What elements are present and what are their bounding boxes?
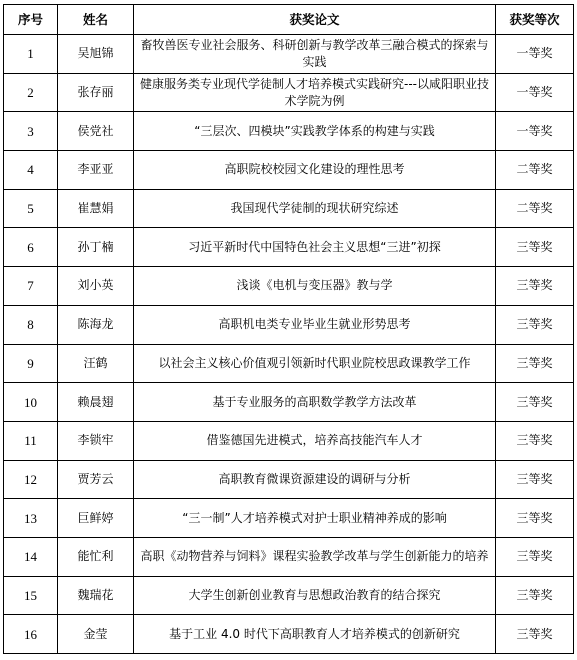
- table-row: [4, 344, 574, 383]
- cell-index: 4: [4, 151, 58, 190]
- cell-level: 一等奖: [496, 112, 574, 151]
- cell-level: 三等奖: [496, 537, 574, 576]
- table-row: [4, 460, 574, 499]
- cell-paper: 大学生创新创业教育与思想政治教育的结合探究: [134, 576, 496, 615]
- cell-index: 11: [4, 421, 58, 460]
- cell-level: 三等奖: [496, 576, 574, 615]
- table-row: [4, 73, 574, 112]
- cell-paper: 基于工业 4.0 时代下高职教育人才培养模式的创新研究: [134, 615, 496, 654]
- table-row: [4, 537, 574, 576]
- cell-index: 8: [4, 305, 58, 344]
- cell-index: 13: [4, 499, 58, 538]
- cell-index: 5: [4, 189, 58, 228]
- table-row: [4, 228, 574, 267]
- header-level: 获奖等次: [496, 5, 574, 35]
- table-row: [4, 383, 574, 422]
- cell-level: 三等奖: [496, 421, 574, 460]
- cell-level: 三等奖: [496, 267, 574, 306]
- cell-paper: “三一制”人才培养模式对护士职业精神养成的影响: [134, 499, 496, 538]
- cell-index: 3: [4, 112, 58, 151]
- cell-name: 李锁牢: [58, 421, 134, 460]
- table-row: [4, 267, 574, 306]
- table-row: [4, 112, 574, 151]
- table-row: [4, 305, 574, 344]
- cell-level: 二等奖: [496, 151, 574, 190]
- table-row: [4, 421, 574, 460]
- cell-name: 魏瑞花: [58, 576, 134, 615]
- cell-paper: “三层次、四模块”实践教学体系的构建与实践: [134, 112, 496, 151]
- cell-name: 李亚亚: [58, 151, 134, 190]
- cell-paper: 我国现代学徒制的现状研究综述: [134, 189, 496, 228]
- cell-name: 刘小英: [58, 267, 134, 306]
- cell-paper: 习近平新时代中国特色社会主义思想“三进”初探: [134, 228, 496, 267]
- cell-level: 一等奖: [496, 35, 574, 74]
- cell-name: 赖晨翅: [58, 383, 134, 422]
- cell-level: 三等奖: [496, 228, 574, 267]
- cell-level: 二等奖: [496, 189, 574, 228]
- cell-paper: 以社会主义核心价值观引领新时代职业院校思政课教学工作: [134, 344, 496, 383]
- header-index: 序号: [4, 5, 58, 35]
- table-row: [4, 615, 574, 654]
- header-row: [4, 5, 574, 35]
- cell-level: 三等奖: [496, 499, 574, 538]
- header-name: 姓名: [58, 5, 134, 35]
- cell-level: 三等奖: [496, 344, 574, 383]
- cell-name: 汪鹤: [58, 344, 134, 383]
- cell-name: 孙丁楠: [58, 228, 134, 267]
- cell-paper: 借鉴德国先进模式，培养高技能汽车人才: [134, 421, 496, 460]
- header-paper: 获奖论文: [134, 5, 496, 35]
- cell-name: 侯党社: [58, 112, 134, 151]
- cell-name: 巨鲜婷: [58, 499, 134, 538]
- cell-paper: 健康服务类专业现代学徒制人才培养模式实践研究---以咸阳职业技术学院为例: [134, 73, 496, 112]
- cell-paper: 浅谈《电机与变压器》教与学: [134, 267, 496, 306]
- table-row: [4, 35, 574, 74]
- cell-name: 张存丽: [58, 73, 134, 112]
- cell-index: 7: [4, 267, 58, 306]
- table-row: [4, 576, 574, 615]
- cell-index: 10: [4, 383, 58, 422]
- cell-name: 能忙利: [58, 537, 134, 576]
- table-row: [4, 151, 574, 190]
- cell-name: 金莹: [58, 615, 134, 654]
- cell-paper: 高职《动物营养与饲料》课程实验教学改革与学生创新能力的培养: [134, 537, 496, 576]
- cell-paper: 基于专业服务的高职数学教学方法改革: [134, 383, 496, 422]
- cell-index: 9: [4, 344, 58, 383]
- cell-level: 一等奖: [496, 73, 574, 112]
- cell-index: 15: [4, 576, 58, 615]
- cell-index: 14: [4, 537, 58, 576]
- cell-index: 6: [4, 228, 58, 267]
- table-row: [4, 189, 574, 228]
- cell-index: 1: [4, 35, 58, 74]
- cell-level: 三等奖: [496, 305, 574, 344]
- cell-paper: 畜牧兽医专业社会服务、科研创新与教学改革三融合模式的探索与实践: [134, 35, 496, 74]
- table-row: [4, 499, 574, 538]
- award-table: [3, 4, 574, 654]
- cell-paper: 高职院校校园文化建设的理性思考: [134, 151, 496, 190]
- cell-name: 崔慧娟: [58, 189, 134, 228]
- cell-index: 2: [4, 73, 58, 112]
- cell-name: 贾芳云: [58, 460, 134, 499]
- cell-level: 三等奖: [496, 615, 574, 654]
- cell-name: 吴旭锦: [58, 35, 134, 74]
- cell-level: 三等奖: [496, 383, 574, 422]
- cell-level: 三等奖: [496, 460, 574, 499]
- cell-paper: 高职教育微课资源建设的调研与分析: [134, 460, 496, 499]
- cell-name: 陈海龙: [58, 305, 134, 344]
- cell-index: 16: [4, 615, 58, 654]
- cell-paper: 高职机电类专业毕业生就业形势思考: [134, 305, 496, 344]
- cell-index: 12: [4, 460, 58, 499]
